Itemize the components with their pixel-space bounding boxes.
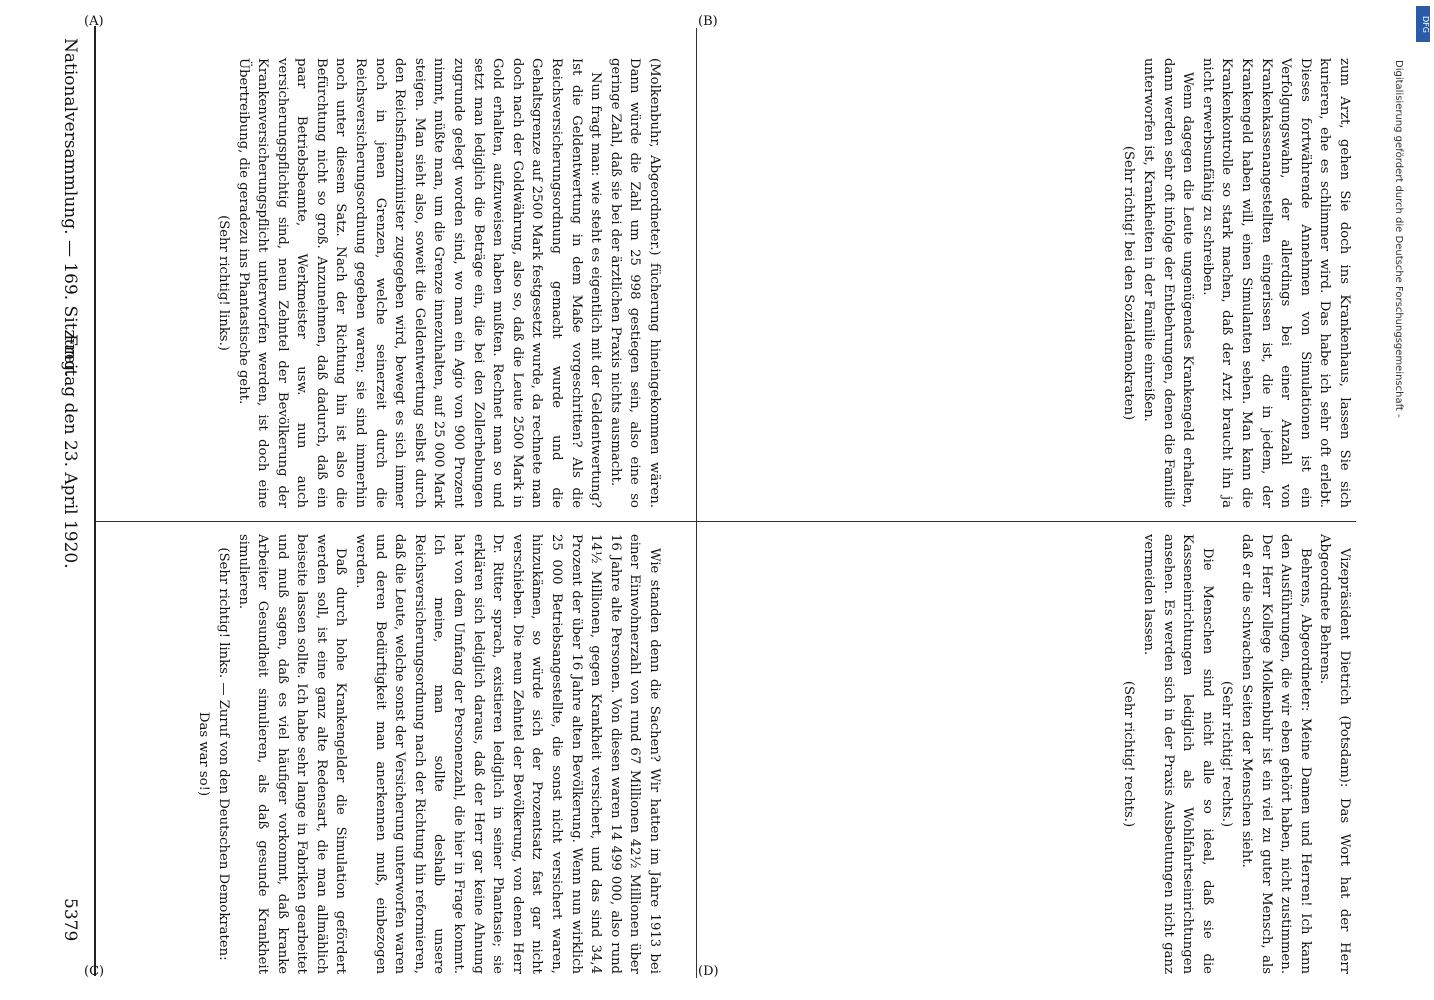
newspaper-page xyxy=(36,14,1396,990)
col4-para-1: Vizepräsident Dietrich (Potsdam): Das Wort hat der Herr Abgeordnete Behrens. xyxy=(1317,534,1352,974)
dfg-logo: DFG xyxy=(1416,6,1430,42)
margin-marker-d: (D) xyxy=(698,964,719,979)
column-divider-vertical xyxy=(696,28,697,978)
column-1 xyxy=(213,58,664,508)
col4-para-5: (Sehr richtig! rechts.) xyxy=(1121,680,1137,828)
col1-para-1: (Molkenbuhr, Abgeordneter.) fücherung hineingekommen wären. Dann würde die Zahl um 25 998 gestiegen sein, also eine so geringe Zahl, daß sie bei der ärztlichen Praxis nichts ausmacht. xyxy=(607,58,662,508)
page-number: 5379 xyxy=(60,898,80,942)
margin-marker-a: (A) xyxy=(84,14,104,29)
margin-marker-b: (B) xyxy=(698,14,718,29)
col3-para-2: Wenn dagegen die Leute ungenügendes Krankengeld erhalten, dann werden sehr oft infolge der Entbehrungen, denen die Familie unterworfen ist, Krankheiten in der Familie einreißen. xyxy=(1141,58,1196,508)
col1-para-3: (Sehr richtig! links.) xyxy=(215,215,231,351)
column-2 xyxy=(194,534,664,974)
margin-marker-c: (C) xyxy=(84,964,105,979)
column-4 xyxy=(1119,534,1354,974)
header-rule xyxy=(94,26,96,976)
page-header-date: Freitag den 23. April 1920. xyxy=(60,334,80,569)
col2-para-1: Wie standen denn die Sachen? Wir hatten im Jahre 1913 bei einer Einwohnerzahl von rund 67 Millionen 42½ Millionen über 16 Jahre alte Personen. Von diesen waren 14 499 000, also rund 14½ Millionen, gegen Krankheit versichert, und das sind 34,4 Prozent der über 16 Jahre alten Bevölkerung. Wenn nun wirklich 25 000 Betriebsangestellte, die sonst nicht versichert waren, hinzukämen, so würde sich der Prozentsatz fast gar nicht verschieben. Die neun Zehntel der Bevölkerung, von denen Herr Dr. Ritter sprach, existieren lediglich in seiner Phantasie; sie erklären sich lediglich daraus, daß der Herr gar keine Ahnung hat von dem Umfang der Personenzahl, die hier in Frage kommt. Ich meine, man sollte deshalb unsere Reichsversicherungsordnung nach der Richtung hin reformieren, daß die Leute, welche sonst der Versicherung unterworfen waren und deren Bedürftigkeit man anerkennen muß, einbezogen werden. xyxy=(353,534,662,974)
col4-para-4: Die Menschen sind nicht alle so ideal, daß sie die Kasseneinrichtungen lediglich als Wohlfahrtseinrichtungen ansehen. Es werden sich in der Praxis Ausbeutungen nicht ganz vermeiden lassen. xyxy=(1141,534,1215,974)
col3-para-3: (Sehr richtig! bei den Sozialdemokraten) xyxy=(1121,145,1137,421)
page-header-left: Nationalversammlung. — 169. Sitzung. xyxy=(60,38,80,377)
col4-para-2: Behrens, Abgeordneter: Meine Damen und Herren! Ich kann den Ausführungen, die wir eben gehört haben, nicht zustimmen. Der Herr Kollege Molkenbuhr ist ein viel zu guter Mensch, als daß er die schwachen Seiten der Menschen sieht. xyxy=(1239,534,1313,974)
col2-para-2: Daß durch hohe Krankengelder die Simulation gefördert werden soll, ist eine ganz alte Redensart, die man allmählich beiseite lassen sollte. Ich habe sehr lange in Fabriken gearbeitet und muß sagen, daß es viel häufiger vorkommt, daß kranke Arbeiter Gesundheit simulieren, als daß gesunde Krankheit simulieren. xyxy=(235,534,349,974)
col2-para-3: (Sehr richtig! links. — Zuruf von den Deutschen Demokraten: Das war so!) xyxy=(196,547,231,961)
column-3 xyxy=(1119,58,1354,508)
col3-para-1: zum Arzt, gehen Sie doch ins Krankenhaus, lassen Sie sich kurieren, ehe es schlimmer wird. Das habe ich sehr oft erlebt. Dieses fortwährende Annehmen von Simulationen ist ein Verfolgungswahn, der allerdings bei einer Anzahl von Krankenkassenangestellten eingerissen ist, die in jedem, der Krankengeld haben will, einen Simulanten sehen. Man kann die Krankenkontrolle so stark machen, daß der Arzt braucht ihn ja nicht erwerbsunfähig zu schreiben. xyxy=(1199,58,1352,508)
digitization-note: Digitalisierung gefördert durch die Deutsche Forschungsgemeinschaft - xyxy=(1393,60,1404,418)
column-divider-horizontal xyxy=(96,521,1356,522)
col4-para-3: (Sehr richtig! rechts.) xyxy=(1219,680,1235,828)
col1-para-2: Nun fragt man: wie steht es eigentlich mit der Geldentwertung? Ist die Geldentwertung in dem Maße vorgeschritten? Als die Reichsversicherungsordnung gemacht wurde und die Gehaltsgrenze auf 2500 Mark festgesetzt wurde, da rechnete man doch nach der Goldwährung, also so, daß die Leute 2500 Mark in Gold erhalten, aufzuweisen haben mußten. Rechnet man so und setzt man lediglich die Beträge ein, die bei den Zollerhebungen zugrunde gelegt worden sind, wo man ein Agio von 900 Prozent nimmt, müßte man, um die Grenze innezuhalten, auf 25 000 Mark steigen. Man sieht also, soweit die Geldentwertung selbst durch den Reichsfinanzminister zugegeben wird, bewegt es sich immer noch in jenen Grenzen, welche seinerzeit durch die Reichsversicherungsordnung gegeben waren; sie sind immerhin noch unter diesem Satz. Nach der Richtung hin ist also die Befürchtung nicht so groß. Anzunehmen, daß dadurch, daß ein paar Betriebsbeamte, Werkmeister usw. nun auch versicherungspflichtig sind, neun Zehntel der Bevölkerung der Krankenversicherungspflicht unterworfen werden, ist doch eine Übertreibung, die geradezu ins Phantastische geht. xyxy=(235,58,604,508)
